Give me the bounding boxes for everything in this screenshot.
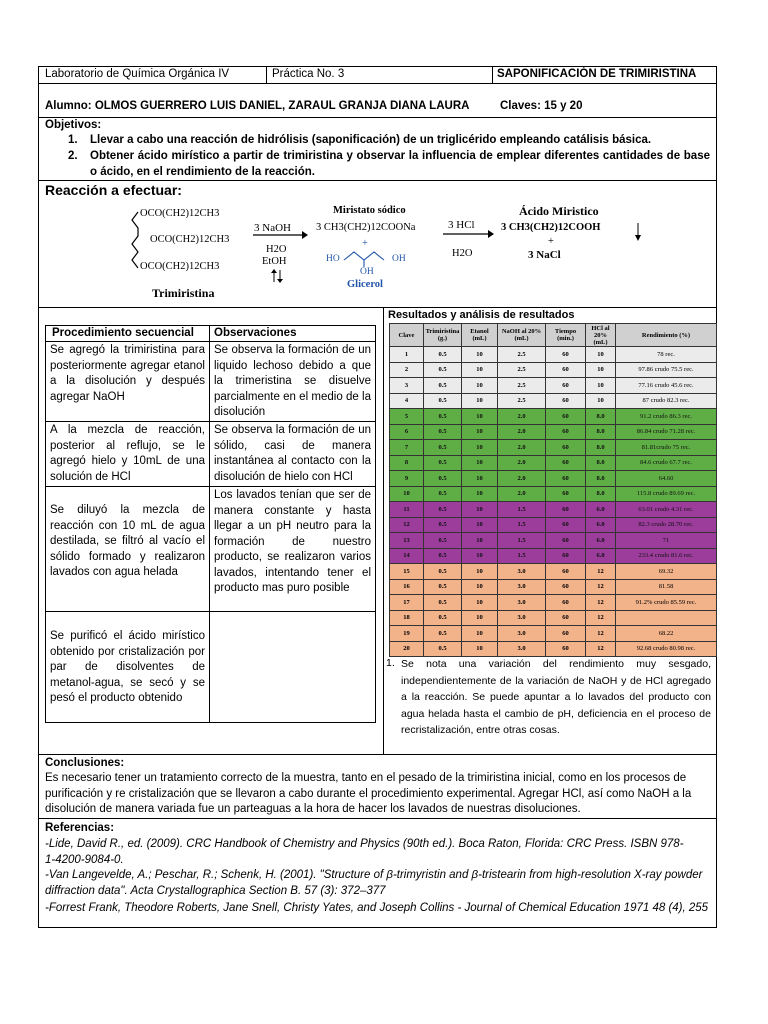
cell-trimiristina: 0.5 bbox=[424, 378, 462, 394]
cell-hcl: 6.0 bbox=[586, 533, 616, 549]
cell-naoh: 1.5 bbox=[498, 517, 546, 533]
cell-trimiristina: 0.5 bbox=[424, 595, 462, 611]
col-hcl: HCl al 20% (mL) bbox=[586, 324, 616, 347]
table-row bbox=[390, 502, 717, 518]
cell-rendimiento: 86.84 crudo 71.28 rec. bbox=[616, 424, 717, 440]
cell-rendimiento: 81.58 bbox=[616, 579, 717, 595]
cell-trimiristina: 0.5 bbox=[424, 533, 462, 549]
cell-trimiristina: 0.5 bbox=[424, 548, 462, 564]
cell-hcl: 6.0 bbox=[586, 548, 616, 564]
procedure-step-4: Se purificó el ácido mirístico obtenido por cristalización por par de disolventes de metanol-agua, se secó y se pesó el producto obtenido bbox=[50, 630, 205, 704]
table-row bbox=[390, 409, 717, 425]
cell-trimiristina: 0.5 bbox=[424, 517, 462, 533]
cell-trimiristina: 0.5 bbox=[424, 347, 462, 363]
glicerol-oh-right: OH bbox=[392, 254, 406, 264]
referencias-heading: Referencias: bbox=[45, 822, 115, 834]
cell-hcl: 12 bbox=[586, 595, 616, 611]
cell-etanol: 10 bbox=[462, 502, 498, 518]
col-rendimiento: Rendimiento (%) bbox=[616, 324, 717, 347]
cell-trimiristina: 0.5 bbox=[424, 579, 462, 595]
cell-tiempo: 60 bbox=[546, 455, 586, 471]
procedure-step-1: Se agregó la trimiristina para posteriormente agregar etanol a la disolución y después agregar NaOH bbox=[50, 344, 205, 403]
trimiristina-line-1: OCO(CH2)12CH3 bbox=[140, 208, 220, 219]
cell-tiempo: 60 bbox=[546, 517, 586, 533]
observation-1: Se observa la formación de un liquido lechoso debido a que la trimeristina se disuelve parcialmente en el medio de la disolución bbox=[214, 344, 371, 418]
cell-naoh: 2.5 bbox=[498, 393, 546, 409]
cell-naoh: 2.5 bbox=[498, 347, 546, 363]
table-row bbox=[390, 455, 717, 471]
col-clave: Clave bbox=[390, 324, 424, 347]
cell-etanol: 10 bbox=[462, 393, 498, 409]
practice-number: Práctica No. 3 bbox=[272, 68, 345, 80]
cell-naoh: 1.5 bbox=[498, 533, 546, 549]
resultados-heading: Resultados y análisis de resultados bbox=[388, 309, 575, 321]
cell-etanol: 10 bbox=[462, 409, 498, 425]
cell-naoh: 2.0 bbox=[498, 486, 546, 502]
cell-etanol: 10 bbox=[462, 641, 498, 657]
cell-trimiristina: 0.5 bbox=[424, 471, 462, 487]
table-row bbox=[390, 471, 717, 487]
cell-clave: 9 bbox=[390, 471, 424, 487]
cell-rendimiento: 233.4 crudo 81.6 rec. bbox=[616, 548, 717, 564]
cell-etanol: 10 bbox=[462, 424, 498, 440]
cell-clave: 10 bbox=[390, 486, 424, 502]
cell-naoh: 2.0 bbox=[498, 455, 546, 471]
trimiristina-line-3: OCO(CH2)12CH3 bbox=[140, 261, 220, 272]
cell-naoh: 1.5 bbox=[498, 548, 546, 564]
rule-conclusiones bbox=[38, 754, 717, 755]
cell-tiempo: 60 bbox=[546, 362, 586, 378]
cell-etanol: 10 bbox=[462, 440, 498, 456]
cell-etanol: 10 bbox=[462, 378, 498, 394]
cell-tiempo: 60 bbox=[546, 548, 586, 564]
cell-tiempo: 60 bbox=[546, 533, 586, 549]
cell-clave: 14 bbox=[390, 548, 424, 564]
reference-3: -Forrest Frank, Theodore Roberts, Jane Snell, Christy Yates, and Joseph Collins - Journal of Chemical Education 1971 48 (4), 255 bbox=[45, 902, 709, 914]
table-row bbox=[390, 548, 717, 564]
procedure-step-3: Se diluyó la mezcla de reacción con 10 mL de agua destilada, se filtró al vacío el sólido formado y realizaron lavados con agua helada bbox=[50, 504, 205, 578]
acido-label: Ácido Miristico bbox=[519, 204, 599, 218]
cell-tiempo: 60 bbox=[546, 424, 586, 440]
table-row bbox=[390, 362, 717, 378]
col-tiempo: Tiempo (min.) bbox=[546, 324, 586, 347]
acido-miristico: 3 CH3(CH2)12COOH bbox=[501, 222, 601, 233]
cell-naoh: 2.5 bbox=[498, 378, 546, 394]
cell-tiempo: 60 bbox=[546, 610, 586, 626]
solvent-h2o: H2O bbox=[266, 244, 287, 255]
cell-clave: 11 bbox=[390, 502, 424, 518]
cell-hcl: 8.0 bbox=[586, 486, 616, 502]
trimiristina-label: Trimiristina bbox=[152, 286, 215, 300]
procedure-header: Procedimiento secuencial bbox=[52, 327, 194, 339]
nacl: 3 NaCl bbox=[528, 249, 561, 261]
plus-sign-2: + bbox=[548, 236, 554, 247]
cell-trimiristina: 0.5 bbox=[424, 362, 462, 378]
cell-etanol: 10 bbox=[462, 362, 498, 378]
cell-naoh: 2.0 bbox=[498, 471, 546, 487]
cell-clave: 4 bbox=[390, 393, 424, 409]
cell-rendimiento bbox=[616, 610, 717, 626]
rule-header-v1 bbox=[266, 66, 267, 83]
precipitate-arrow bbox=[634, 222, 642, 242]
table-row bbox=[390, 595, 717, 611]
cell-hcl: 8.0 bbox=[586, 424, 616, 440]
cell-trimiristina: 0.5 bbox=[424, 610, 462, 626]
cell-hcl: 12 bbox=[586, 579, 616, 595]
reference-1: -Lide, David R., ed. (2009). CRC Handbook of Chemistry and Physics (90th ed.). Boca Raton, Florida: CRC Press. ISBN 978-1-4200-9084-0. bbox=[45, 838, 684, 866]
document-title: SAPONIFICACIÓN DE TRIMIRISTINA bbox=[497, 68, 697, 80]
cell-clave: 12 bbox=[390, 517, 424, 533]
cell-hcl: 8.0 bbox=[586, 409, 616, 425]
cell-etanol: 10 bbox=[462, 347, 498, 363]
table-row bbox=[390, 533, 717, 549]
cell-clave: 19 bbox=[390, 626, 424, 642]
table-row bbox=[390, 347, 717, 363]
cell-rendimiento: 63.01 crudo 4.31 rec. bbox=[616, 502, 717, 518]
solvent-etoh: EtOH bbox=[262, 256, 287, 267]
objetivo-1-num: 1. bbox=[68, 134, 78, 146]
observation-3: Los lavados tenían que ser de manera constante y hasta llegar a un pH neutro para la formación de nuestro producto, se realizaron varios lavados, intentando tener el producto mas puro posible bbox=[214, 489, 371, 594]
rule-header-v2 bbox=[492, 66, 493, 83]
procedure-step-2: A la mezcla de reacción, posterior al reflujo, se le agregó hielo y 10mL de una solución de HCl bbox=[50, 424, 205, 483]
cell-naoh: 2.0 bbox=[498, 440, 546, 456]
glicerol-ho: HO bbox=[326, 254, 340, 264]
cell-tiempo: 60 bbox=[546, 393, 586, 409]
cell-trimiristina: 0.5 bbox=[424, 626, 462, 642]
cell-naoh: 2.0 bbox=[498, 424, 546, 440]
objetivo-2-num: 2. bbox=[68, 150, 78, 162]
reaction-arrow-1 bbox=[252, 230, 308, 240]
cell-hcl: 12 bbox=[586, 626, 616, 642]
objetivo-1: Llevar a cabo una reacción de hidrólisis (saponificación) de un triglicérido empleando catálisis básica. bbox=[90, 134, 652, 146]
cell-tiempo: 60 bbox=[546, 409, 586, 425]
col-naoh: NaOH al 20% (mL) bbox=[498, 324, 546, 347]
frame-top bbox=[38, 66, 717, 67]
table-row bbox=[390, 486, 717, 502]
results-analysis-note: Se nota una variación del rendimiento muy sesgado, independientemente de la variación de NaOH y de HCl agregado a la reacción. Se puede apuntar a lo lavados del producto con agua helada hasta el cambio de pH, deficiencia en el proceso de recristalización, entre otras cosas. bbox=[401, 658, 711, 736]
cell-hcl: 6.0 bbox=[586, 502, 616, 518]
cell-naoh: 2.5 bbox=[498, 362, 546, 378]
cell-naoh: 1.5 bbox=[498, 502, 546, 518]
cell-hcl: 8.0 bbox=[586, 455, 616, 471]
glicerol-oh-bottom: OH bbox=[360, 267, 374, 277]
table-row bbox=[390, 579, 717, 595]
table-row bbox=[390, 424, 717, 440]
conclusiones-heading: Conclusiones: bbox=[45, 757, 125, 769]
student-names: Alumno: OLMOS GUERRERO LUIS DANIEL, ZARAUL GRANJA DIANA LAURA bbox=[45, 100, 470, 112]
cell-etanol: 10 bbox=[462, 455, 498, 471]
col-trimiristina: Trimiristina (g.) bbox=[424, 324, 462, 347]
cell-tiempo: 60 bbox=[546, 626, 586, 642]
cell-rendimiento: 81.81crudo 75 rec. bbox=[616, 440, 717, 456]
cell-tiempo: 60 bbox=[546, 641, 586, 657]
cell-naoh: 3.0 bbox=[498, 610, 546, 626]
cell-trimiristina: 0.5 bbox=[424, 424, 462, 440]
cell-tiempo: 60 bbox=[546, 440, 586, 456]
cell-etanol: 10 bbox=[462, 471, 498, 487]
cell-clave: 1 bbox=[390, 347, 424, 363]
cell-hcl: 8.0 bbox=[586, 440, 616, 456]
cell-etanol: 10 bbox=[462, 517, 498, 533]
table-row bbox=[390, 564, 717, 580]
cell-hcl: 10 bbox=[586, 378, 616, 394]
cell-clave: 17 bbox=[390, 595, 424, 611]
cell-rendimiento: 115.8 crudo 89.69 rec. bbox=[616, 486, 717, 502]
reagent-naoh: 3 NaOH bbox=[254, 222, 291, 234]
cell-trimiristina: 0.5 bbox=[424, 440, 462, 456]
table-row bbox=[390, 440, 717, 456]
lab-name: Laboratorio de Química Orgánica IV bbox=[45, 68, 230, 80]
solvent-h2o-2: H2O bbox=[452, 248, 473, 259]
results-header-row bbox=[390, 324, 717, 347]
cell-rendimiento: 78 rec. bbox=[616, 347, 717, 363]
cell-tiempo: 60 bbox=[546, 347, 586, 363]
cell-etanol: 10 bbox=[462, 579, 498, 595]
cell-etanol: 10 bbox=[462, 610, 498, 626]
cell-clave: 13 bbox=[390, 533, 424, 549]
objetivo-2: Obtener ácido mirístico a partir de trimiristina y observar la influencia de emplear diferentes cantidades de base o ácido, en el rendimiento de la reacción. bbox=[90, 150, 710, 178]
cell-trimiristina: 0.5 bbox=[424, 641, 462, 657]
cell-rendimiento: 77.16 crudo 45.6 rec. bbox=[616, 378, 717, 394]
observation-2: Se observa la formación de un sólido, casi de manera instantánea al contacto con la disolución de hielo con HCl bbox=[214, 424, 371, 483]
cell-rendimiento: 91.2 crudo 86.3 rec. bbox=[616, 409, 717, 425]
note-number: 1. bbox=[386, 657, 395, 669]
cell-clave: 5 bbox=[390, 409, 424, 425]
miristato-sodico: 3 CH3(CH2)12COONa bbox=[316, 222, 416, 233]
rule-middle-split bbox=[383, 307, 384, 754]
table-row bbox=[390, 641, 717, 657]
cell-trimiristina: 0.5 bbox=[424, 409, 462, 425]
cell-rendimiento: 97.86 crudo 75.5 rec. bbox=[616, 362, 717, 378]
cell-naoh: 3.0 bbox=[498, 579, 546, 595]
rule-objetivos bbox=[38, 180, 717, 181]
cell-rendimiento: 91.2% crudo 85.59 rec. bbox=[616, 595, 717, 611]
rule-referencias bbox=[38, 818, 717, 819]
rule-students bbox=[38, 117, 717, 118]
cell-tiempo: 60 bbox=[546, 502, 586, 518]
table-row bbox=[390, 517, 717, 533]
observations-header: Observaciones bbox=[214, 327, 297, 339]
cell-hcl: 6.0 bbox=[586, 517, 616, 533]
cell-trimiristina: 0.5 bbox=[424, 564, 462, 580]
cell-tiempo: 60 bbox=[546, 579, 586, 595]
cell-rendimiento: 82.3 crudo 28.70 rec. bbox=[616, 517, 717, 533]
table-row bbox=[390, 610, 717, 626]
cell-trimiristina: 0.5 bbox=[424, 393, 462, 409]
cell-rendimiento: 64.60 bbox=[616, 471, 717, 487]
results-table bbox=[389, 323, 717, 657]
cell-tiempo: 60 bbox=[546, 486, 586, 502]
table-row bbox=[390, 626, 717, 642]
cell-naoh: 3.0 bbox=[498, 626, 546, 642]
col-etanol: Etanol (mL) bbox=[462, 324, 498, 347]
cell-rendimiento: 68.22 bbox=[616, 626, 717, 642]
cell-naoh: 3.0 bbox=[498, 595, 546, 611]
conclusiones-text: Es necesario tener un tratamiento correcto de la muestra, tanto en el pesado de la trimiristina inicial, como en los procesos de purificación y re cristalización que se llevaron a cabo durante el procedimiento experimental. Agregar HCl, así como NaOH a la disolución de manera variada fue un parteaguas a la hora de hacer los lavados de nuestras disoluciones. bbox=[45, 772, 692, 815]
cell-etanol: 10 bbox=[462, 533, 498, 549]
cell-trimiristina: 0.5 bbox=[424, 502, 462, 518]
cell-clave: 2 bbox=[390, 362, 424, 378]
cell-clave: 20 bbox=[390, 641, 424, 657]
miristato-label: Miristato sódico bbox=[333, 205, 406, 216]
glicerol-label: Glicerol bbox=[347, 279, 383, 290]
cell-clave: 6 bbox=[390, 424, 424, 440]
cell-trimiristina: 0.5 bbox=[424, 455, 462, 471]
rule-header bbox=[38, 83, 717, 84]
cell-etanol: 10 bbox=[462, 595, 498, 611]
cell-clave: 15 bbox=[390, 564, 424, 580]
cell-rendimiento: 84.6 crudo 67.7 rec. bbox=[616, 455, 717, 471]
claves: Claves: 15 y 20 bbox=[500, 100, 583, 112]
reagent-hcl: 3 HCl bbox=[448, 219, 475, 231]
reaccion-heading: Reacción a efectuar: bbox=[45, 182, 182, 198]
cell-naoh: 3.0 bbox=[498, 564, 546, 580]
cell-naoh: 3.0 bbox=[498, 641, 546, 657]
frame-bottom bbox=[38, 927, 717, 928]
cell-hcl: 10 bbox=[586, 347, 616, 363]
cell-hcl: 8.0 bbox=[586, 471, 616, 487]
rule-reaccion bbox=[38, 307, 717, 308]
cell-trimiristina: 0.5 bbox=[424, 486, 462, 502]
cell-etanol: 10 bbox=[462, 626, 498, 642]
cell-tiempo: 60 bbox=[546, 378, 586, 394]
cell-tiempo: 60 bbox=[546, 564, 586, 580]
cell-rendimiento: 69.32 bbox=[616, 564, 717, 580]
cell-etanol: 10 bbox=[462, 486, 498, 502]
glicerol-skeleton bbox=[342, 248, 394, 268]
reaction-arrow-2 bbox=[442, 229, 494, 239]
cell-tiempo: 60 bbox=[546, 471, 586, 487]
frame-left bbox=[38, 66, 39, 928]
cell-etanol: 10 bbox=[462, 564, 498, 580]
cell-hcl: 12 bbox=[586, 564, 616, 580]
cell-clave: 18 bbox=[390, 610, 424, 626]
reference-2: -Van Langevelde, A.; Peschar, R.; Schenk, H. (2001). "Structure of β-trimyristin and β-tristearin from high-resolution X-ray powder diffraction data". Acta Crystallographica Section B. 57 (3): 372–377 bbox=[45, 869, 703, 897]
cell-rendimiento: 92.68 crudo 80.98 rec. bbox=[616, 641, 717, 657]
cell-hcl: 12 bbox=[586, 610, 616, 626]
reflux-icon bbox=[270, 268, 284, 284]
trimiristina-line-2: OCO(CH2)12CH3 bbox=[150, 234, 230, 245]
objetivos-heading: Objetivos: bbox=[45, 119, 102, 131]
plus-sign-1: + bbox=[362, 238, 368, 249]
cell-hcl: 10 bbox=[586, 362, 616, 378]
cell-naoh: 2.0 bbox=[498, 409, 546, 425]
cell-etanol: 10 bbox=[462, 548, 498, 564]
cell-rendimiento: 87 crudo 82.3 rec. bbox=[616, 393, 717, 409]
table-row bbox=[390, 393, 717, 409]
cell-tiempo: 60 bbox=[546, 595, 586, 611]
cell-clave: 16 bbox=[390, 579, 424, 595]
cell-hcl: 10 bbox=[586, 393, 616, 409]
cell-clave: 3 bbox=[390, 378, 424, 394]
cell-clave: 7 bbox=[390, 440, 424, 456]
cell-hcl: 12 bbox=[586, 641, 616, 657]
table-row bbox=[390, 378, 717, 394]
cell-clave: 8 bbox=[390, 455, 424, 471]
cell-rendimiento: 71 bbox=[616, 533, 717, 549]
